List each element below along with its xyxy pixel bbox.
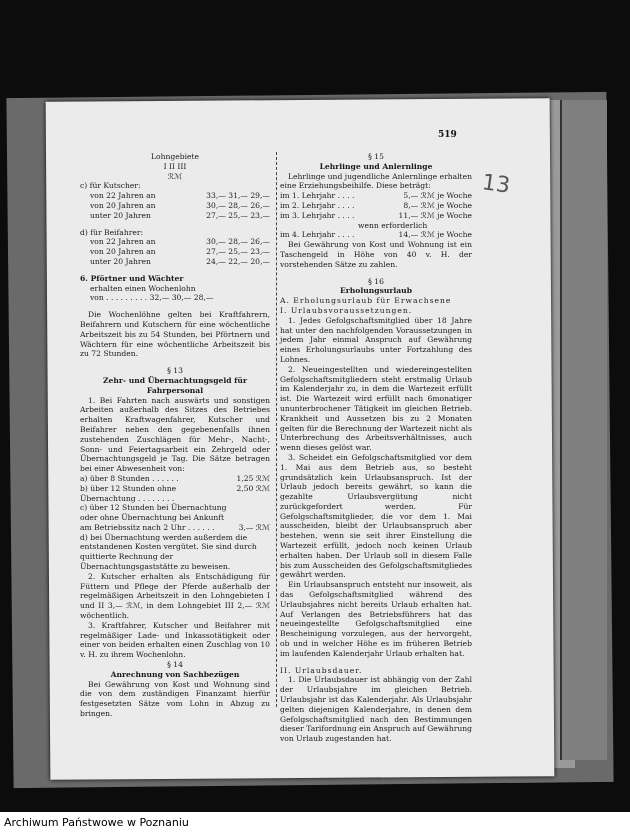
section-number: § 16 bbox=[368, 276, 384, 286]
subsection-heading: II. Urlaubsdauer. bbox=[280, 665, 363, 675]
lohngebiete-columns: I II III bbox=[163, 161, 187, 171]
table-row: im 4. Lehrjahr . . . . 14,— ℛℳ je Woche bbox=[280, 230, 472, 240]
table-row: im 1. Lehrjahr . . . . 5,— ℛℳ je Woche bbox=[280, 191, 472, 201]
text-line: wenn erforderlich bbox=[358, 220, 428, 230]
kutscher-heading: c) für Kutscher: bbox=[80, 181, 141, 191]
section-number: § 13 bbox=[167, 366, 183, 376]
lohngebiete-heading: Lohngebiete bbox=[150, 152, 200, 161]
paragraph: 3. Kraftfahrer, Kutscher und Beifahrer mit regelmäßiger Lade- und Inkassotätigkeit oder einer von beiden erhalten einen Zuschlag von 10 v. H. zu ihrem Wochenlohn. bbox=[80, 620, 270, 660]
section-number: § 14 bbox=[167, 660, 183, 670]
text-line: erhalten einen Wochenlohn bbox=[90, 283, 196, 293]
table-row: von 20 Jahren an 27,— 25,— 23,— bbox=[90, 247, 270, 257]
section-title: Zehr- und Übernachtungsgeld für Fahrpersonal bbox=[103, 375, 247, 395]
archive-footer bbox=[0, 812, 630, 840]
pencil-mark: 13 bbox=[480, 170, 512, 199]
paragraph: Ein Urlaubsanspruch entsteht nur insoweit, als das Gefolgschaftsmitglied während des Urlaubsjahres nicht bereits Urlaub erhalten hat. Auf Verlangen des Betriebsführers hat das neueingestellte Gefolgschaftsmitglied eine Bescheinigung vorzulegen, aus der hervorgeht, ob und in welcher Höhe es im früheren Betrieb im laufenden Kalenderjahr Urlaub erhalten hat. bbox=[280, 580, 472, 658]
page-number: 519 bbox=[438, 130, 457, 140]
table-row: unter 20 Jahren 24,— 22,— 20,— bbox=[90, 256, 270, 266]
paragraph: 1. Bei Fahrten nach auswärts und sonstigen Arbeiten außerhalb des Sitzes des Betriebes erhalten Kraftwagenfahrer, Kutscher und Beifahrer neben den gegebenenfalls ihnen zustehenden Zuschlägen für Mehr-, Nacht-, Sonn- und Feiertagsarbeit ein Zehrgeld oder Übernachtungsgeld je Tag. Die Sätze betragen bei einer Abwesenheit von: bbox=[80, 395, 270, 474]
table-row: im 2. Lehrjahr . . . . 8,— ℛℳ je Woche bbox=[280, 200, 472, 210]
paragraph: Bei Gewährung von Kost und Wohnung sind die von dem zuständigen Finanzamt hierfür festgesetzten Sätze vom Lohn in Abzug zu bringen. bbox=[80, 679, 270, 719]
table-row: von 22 Jahren an 33,— 31,— 29,— bbox=[90, 191, 270, 201]
section-heading: 6. Pförtner und Wächter bbox=[80, 273, 184, 283]
list-item: c) über 12 Stunden bei Übernachtung oder ohne Übernachtung bei Ankunft am Betriebssitz nach 2 Uhr . . . . . . 3,— ℛℳ bbox=[80, 503, 270, 532]
section-title: Anrechnung von Sachbezügen bbox=[110, 669, 240, 679]
beifahrer-heading: d) für Beifahrer: bbox=[80, 227, 144, 237]
column-divider bbox=[276, 152, 277, 707]
subsection-heading: A. Erholungsurlaub für Erwachsene bbox=[280, 296, 452, 306]
paragraph: Die Wochenlöhne gelten bei Kraftfahrern, Beifahrern und Kutschern für eine wöchentliche Arbeitszeit bis zu 54 Stunden, bei Pförtnern und Wächtern für eine wöchentliche Arbeitszeit bis zu 72 Stunden. bbox=[80, 310, 270, 359]
section-number: § 15 bbox=[368, 152, 384, 161]
unit-label: ℛℳ bbox=[167, 171, 183, 181]
page-stack-edge bbox=[560, 100, 607, 760]
paragraph: 2. Neueingestellten und wiedereingestellten Gefolgschaftsmitgliedern steht erstmalig Urlaub im Kalenderjahr zu, in dem die Wartezeit erfüllt ist. Die Wartezeit wird erfüllt nach 6monatiger ununterbrochener Tätigkeit im gleichen Betrieb. Krankheit und Aussetzen bis zu 2 Monaten gelten für die Berechnung der Wartezeit nicht als Unterbrechung des Arbeitsverhältnisses, auch wenn dieses gelöst war. bbox=[280, 364, 472, 453]
right-column bbox=[280, 152, 472, 744]
left-column bbox=[80, 152, 270, 719]
paragraph: Bei Gewährung von Kost und Wohnung ist ein Taschengeld in Höhe von 40 v. H. der vorstehenden Sätze zu zahlen. bbox=[280, 240, 472, 269]
list-item: a) über 8 Stunden . . . . . . 1,25 ℛℳ bbox=[80, 473, 270, 483]
section-title: Lehrlinge und Anlernlinge bbox=[319, 161, 433, 171]
paragraph: Lehrlinge und jugendliche Anlernlinge erhalten eine Erziehungsbeihilfe. Diese beträgt: bbox=[280, 171, 472, 191]
table-row: von 22 Jahren an 30,— 28,— 26,— bbox=[90, 237, 270, 247]
list-item: b) über 12 Stunden ohne Übernachtung . . . . . . . . 2,50 ℛℳ bbox=[80, 483, 270, 503]
section-title: Erholungsurlaub bbox=[339, 286, 413, 296]
paragraph: 2. Kutscher erhalten als Entschädigung für Füttern und Pflege der Pferde außerhalb der regelmäßigen Arbeitszeit in den Lohngebieten I und II 3,— ℛℳ, in dem Lohngebiet III 2,— ℛℳ wöchentlich. bbox=[80, 571, 270, 621]
table-row: im 3. Lehrjahr . . . . 11,— ℛℳ je Woche bbox=[280, 210, 472, 220]
text-line: von . . . . . . . . . 32,— 30,— 28,— bbox=[90, 293, 214, 303]
table-row: von 20 Jahren an 30,— 28,— 26,— bbox=[90, 200, 270, 210]
table-row: unter 20 Jahren 27,— 25,— 23,— bbox=[90, 210, 270, 220]
paragraph: 3. Scheidet ein Gefolgschaftsmitglied vor dem 1. Mai aus dem Betrieb aus, so besteht grundsätzlich kein Urlaubsanspruch. Ist der Urlaub jedoch bereits gewährt, so kann die gezahlte Urlaubsvergütung nicht zurückgefordert werden. Für Gefolgschaftsmitglieder, die vor dem 1. Mai ausscheiden, bleibt der Urlaubsanspruch aber bestehen, wenn sie seit ihrer Einstellung die Wartezeit erfüllt, jedoch noch keinen Urlaub erhalten haben. Der Urlaub soll in diesem Falle bis zum Ausscheiden des Gefolgschaftsmitgliedes gewährt werden. bbox=[280, 452, 472, 580]
paragraph: 1. Die Urlaubsdauer ist abhängig von der Zahl der Urlaubsjahre im gleichen Betrieb. Urlaubsjahr ist das Kalenderjahr. Als Urlaubsjahr gelten diejenigen Kalenderjahre, in denen dem Gefolgschaftsmitglied nach den Bestimmungen dieser Tarifordnung ein Anspruch auf Gewährung von Urlaub zugestanden hat. bbox=[280, 675, 472, 744]
paragraph: 1. Jedes Gefolgschaftsmitglied über 18 Jahre hat unter den nachfolgenden Voraussetzungen in jedem Jahr einmal Anspruch auf Gewährung eines Erholungsurlaubs unter Fortzahlung des Lohnes. bbox=[280, 315, 472, 364]
archive-label: Archiwum Państwowe w Poznaniu bbox=[4, 816, 189, 829]
list-item: d) bei Übernachtung werden außerdem die entstandenen Kosten vergütet. Sie sind durch quittierte Rechnung der Übernachtungsgaststätte zu beweisen. bbox=[80, 532, 257, 572]
subsection-heading: I. Urlaubsvoraussetzungen. bbox=[280, 305, 413, 315]
